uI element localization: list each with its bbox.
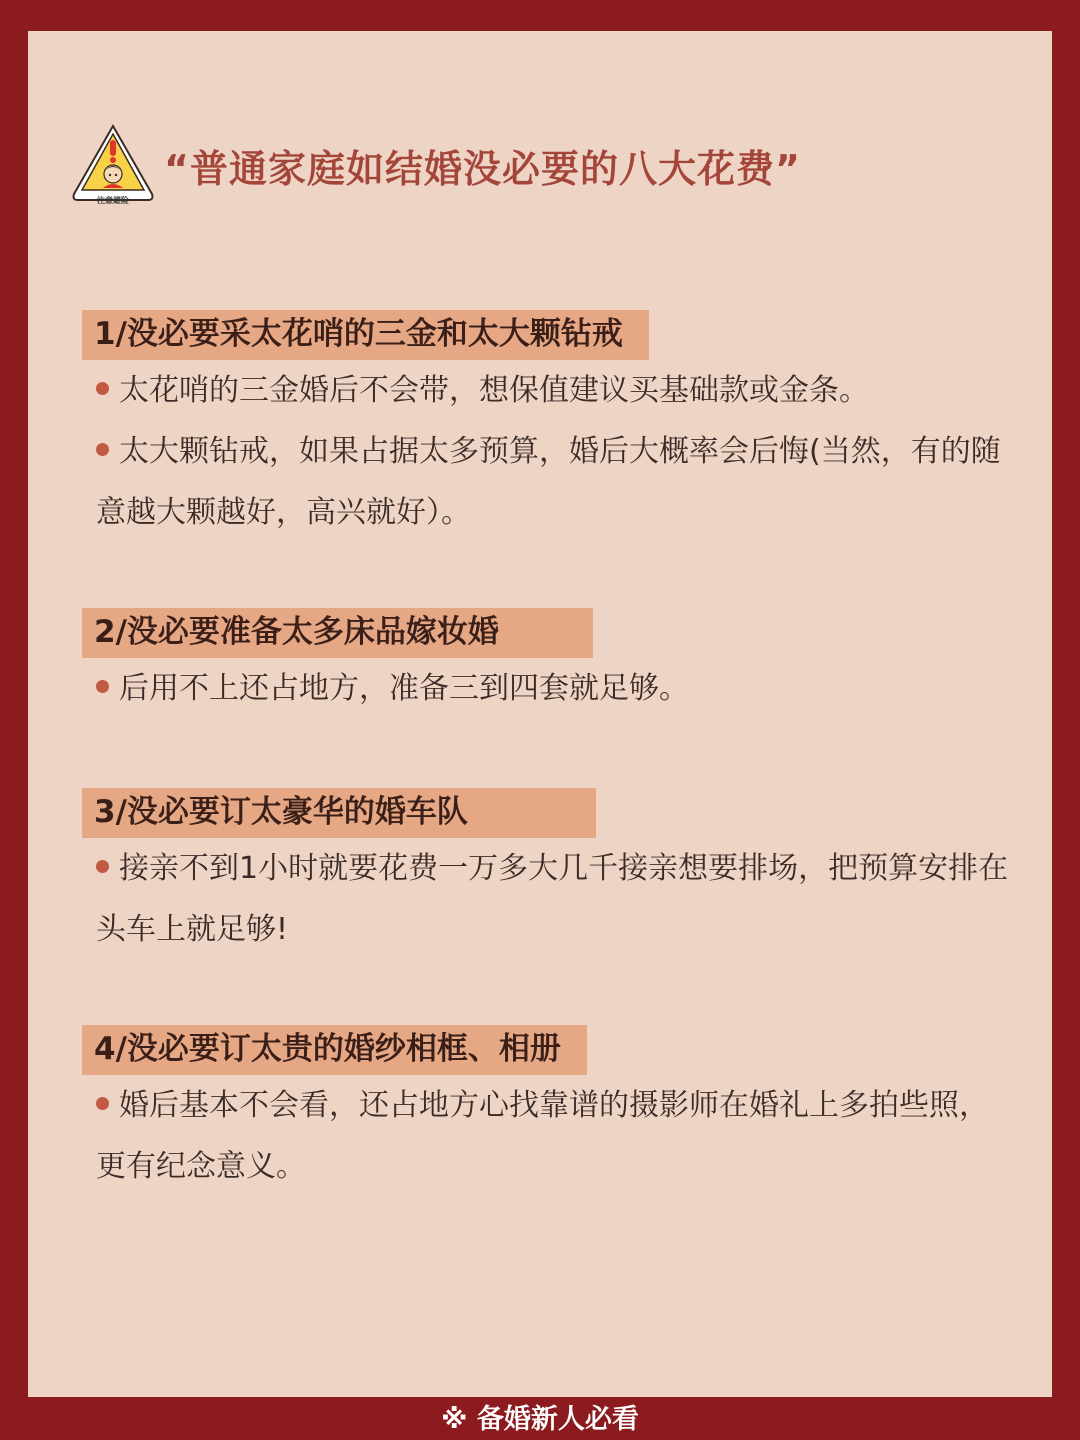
bullet-dot-icon <box>96 680 109 693</box>
bullet-dot-icon <box>96 382 109 395</box>
bullet-dot-icon <box>96 860 109 873</box>
bullet-text: 太大颗钻戒，如果占据太多预算，婚后大概率会后悔(当然，有的随意越大颗越好，高兴就好）。 <box>96 434 1001 530</box>
badge-text: 注意避险 <box>97 196 129 205</box>
bullet-text: 太花哨的三金婚后不会带，想保值建议买基础款或金条。 <box>119 373 869 408</box>
bullet-item <box>82 658 1012 719</box>
bullet-item <box>82 1075 1012 1197</box>
bullet-dot-icon <box>96 1097 109 1110</box>
section-heading: 1/没必要采太花哨的三金和太大颗钻戒 <box>82 310 649 360</box>
bullet-item <box>82 421 1012 543</box>
section-heading: 2/没必要准备太多床品嫁妆婚 <box>82 608 593 658</box>
bullet-item <box>82 838 1012 960</box>
warning-triangle-icon <box>70 122 156 208</box>
bullet-text: 婚后基本不会看，还占地方心找靠谱的摄影师在婚礼上多拍些照，更有纪念意义。 <box>96 1088 989 1184</box>
bullet-text: 接亲不到1小时就要花费一万多大几千接亲想要排场，把预算安排在头车上就足够! <box>96 851 1009 947</box>
section-heading: 4/没必要订太贵的婚纱相框、相册 <box>82 1025 587 1075</box>
bullet-item <box>82 360 1012 421</box>
section-4 <box>82 1025 1012 1197</box>
section-3 <box>82 788 1012 960</box>
bullet-dot-icon <box>96 443 109 456</box>
page-title: “普通家庭如结婚没必要的八大花费” <box>164 146 801 191</box>
footer-note: ※ 备婚新人必看 <box>441 1404 639 1435</box>
title-row <box>70 120 801 210</box>
section-2 <box>82 608 1012 719</box>
section-heading: 3/没必要订太豪华的婚车队 <box>82 788 596 838</box>
bullet-text: 后用不上还占地方，准备三到四套就足够。 <box>119 671 689 706</box>
section-1 <box>82 310 1012 543</box>
